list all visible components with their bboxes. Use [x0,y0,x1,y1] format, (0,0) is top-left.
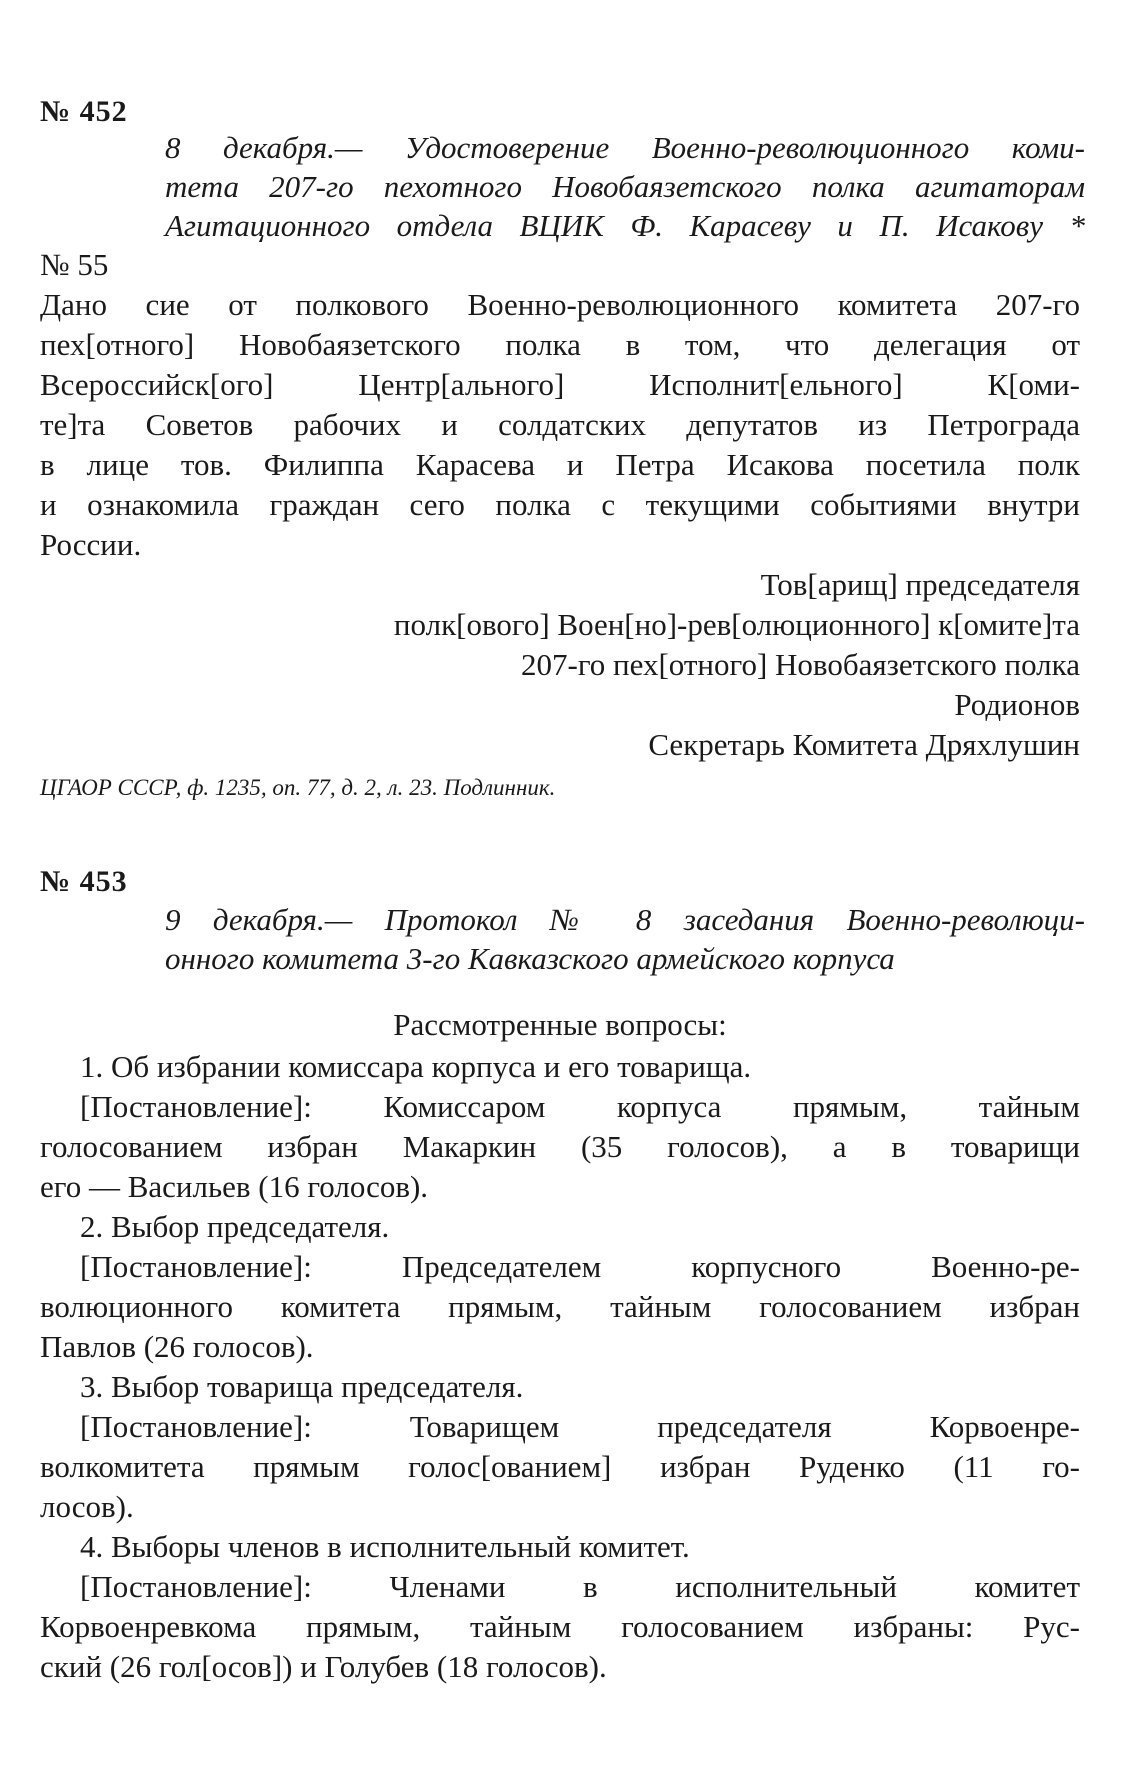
doc453-item-heading: 4. Выборы членов в исполнительный комитет. [80,1529,690,1564]
doc452-signature-line: Секретарь Комитета Дряхлушин [648,727,1080,762]
doc452-ref: № 55 [40,247,109,282]
doc453-body-line: Павлов (26 голосов). [40,1329,314,1364]
doc453-resolution-line: [Постановление]: Членами в исполнительный комитет [80,1569,1080,1604]
doc452-signature-line: Тов[арищ] председателя [760,567,1080,602]
doc453-item-heading: 3. Выбор товарища председателя. [80,1369,524,1404]
doc452-body-line: Всероссийск[ого] Центр[ального] Исполнит[ельного] К[оми- [40,367,1080,402]
doc452-body-line: Дано сие от полкового Военно-революционного комитета 207-го [40,287,1080,322]
doc452-heading-line: 8 декабря.— Удостоверение Военно-революционного коми- [165,130,1085,165]
doc453-heading-line: 9 декабря.— Протокол № 8 заседания Военно-революци- [165,902,1085,937]
doc452-signature-line: 207-го пех[отного] Новобаязетского полка [521,647,1080,682]
doc453-body-line: голосованием избран Макаркин (35 голосов), а в товарищи [40,1129,1080,1164]
doc453-body-line: Корвоенревкома прямым, тайным голосованием избраны: Рус- [40,1609,1080,1644]
doc452-signature-line: Родионов [954,687,1080,722]
doc452-body-line: в лице тов. Филиппа Карасева и Петра Исакова посетила полк [40,447,1080,482]
doc452-signature-line: полк[ового] Воен[но]-рев[олюционного] к[омите]та [393,607,1080,642]
doc453-body-line: ский (26 гол[осов]) и Голубев (18 голосов). [40,1649,607,1684]
doc452-source: ЦГАОР СССР, ф. 1235, оп. 77, д. 2, л. 23. Подлинник. [40,775,556,800]
doc452-body-line: те]та Советов рабочих и солдатских депутатов из Петрограда [40,407,1080,442]
doc452-heading [165,128,1085,245]
doc453-heading-line: онного комитета 3-го Кавказского армейского корпуса [165,941,895,976]
doc452-body-line: пех[отного] Новобаязетского полка в том, что делегация от [40,327,1080,362]
doc453-subtitle: Рассмотренные вопросы: [393,1007,727,1042]
doc452-body-line: России. [40,527,142,562]
doc453-body-line: его — Васильев (16 голосов). [40,1169,429,1204]
doc453-resolution-line: [Постановление]: Товарищем председателя Корвоенре- [80,1409,1080,1444]
doc452-body-line: и ознакомила граждан сего полка с текущими событиями внутри [40,487,1080,522]
doc453-item-heading: 2. Выбор председателя. [80,1209,390,1244]
doc452-heading-line: тета 207-го пехотного Новобаязетского полка агитаторам [165,169,1085,204]
doc453-resolution-line: [Постановление]: Председателем корпусного Военно-ре- [80,1249,1080,1284]
doc453-resolution-line: [Постановление]: Комиссаром корпуса прямым, тайным [80,1089,1080,1124]
doc453-item-heading: 1. Об избрании комиссара корпуса и его товарища. [80,1049,752,1084]
doc453-body-line: волкомитета прямым голос[ованием] избран Руденко (11 го- [40,1449,1080,1484]
doc453-heading [165,900,1085,978]
doc453-body-line: волюционного комитета прямым, тайным голосованием избран [40,1289,1080,1324]
doc453-number: № 453 [40,865,128,898]
doc452-heading-line: Агитационного отдела ВЦИК Ф. Карасеву и П. Исакову * [165,208,1085,243]
doc453-body-line: лосов). [40,1489,134,1524]
doc452-number: № 452 [40,95,128,128]
